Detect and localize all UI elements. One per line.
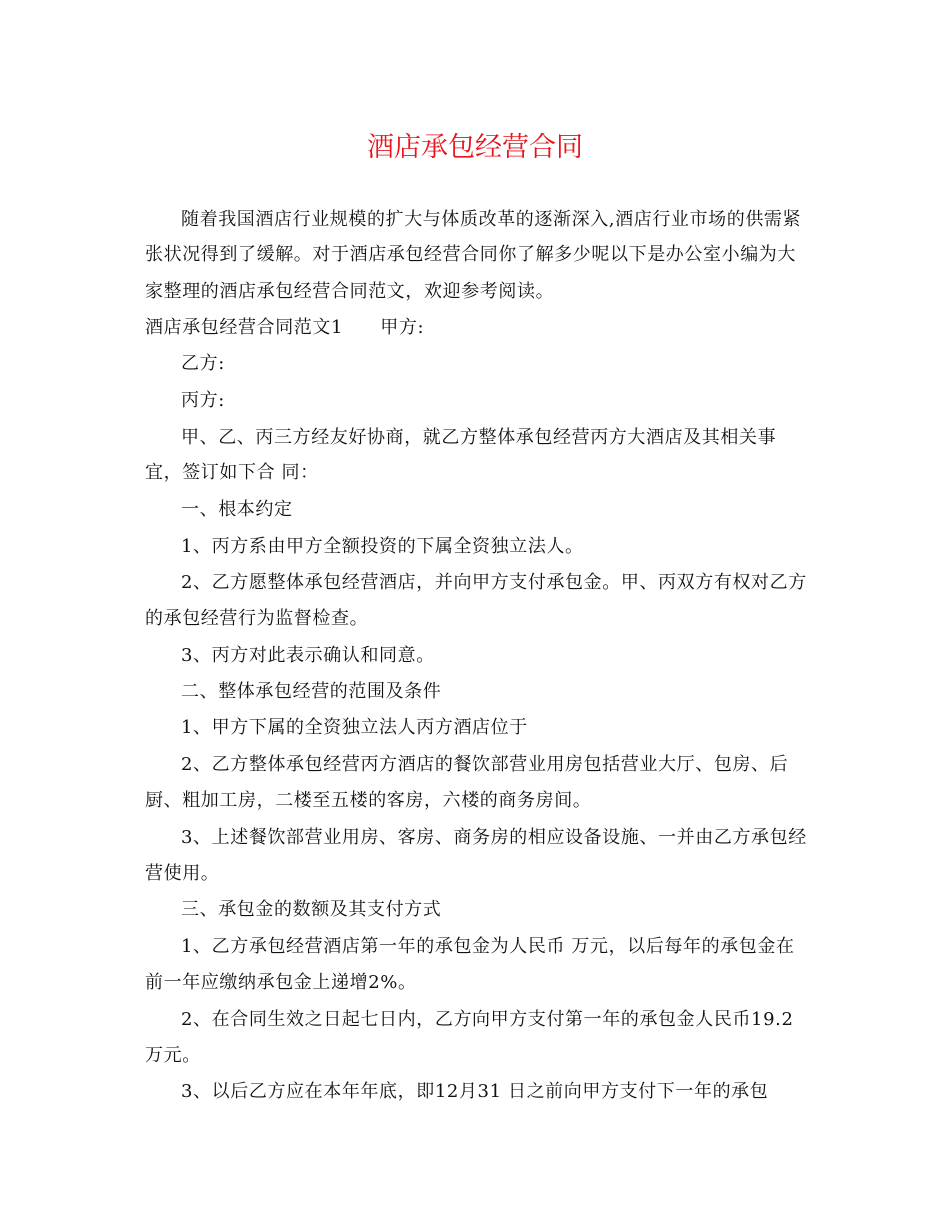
paragraph-line: 2、乙方愿整体承包经营酒店，并向甲方支付承包金。甲、丙双方有权对乙方 [181,572,807,593]
paragraph-line: 万元。 [145,1045,201,1066]
paragraph-line: 3、以后乙方应在本年年底，即12月31 日之前向甲方支付下一年的承包 [181,1081,769,1102]
paragraph-line: 张状况得到了缓解。对于酒店承包经营合同你了解多少呢以下是办公室小编为大 [145,244,796,265]
section-heading: 三、承包金的数额及其支付方式 [181,899,442,920]
paragraph-line: 宜，签订如下合 同： [145,462,319,483]
paragraph-line: 3、上述餐饮部营业用房、客房、商务房的相应设备设施、一并由乙方承包经 [181,827,807,848]
paragraph-line: 2、乙方整体承包经营丙方酒店的餐饮部营业用房包括营业大厅、包房、后 [181,754,789,775]
paragraph-line: 厨、粗加工房，二楼至五楼的客房，六楼的商务房间。 [145,790,592,811]
paragraph-line: 随着我国酒店行业规模的扩大与体质改革的逐渐深入,酒店行业市场的供需紧 [181,209,802,230]
paragraph-line: 1、丙方系由甲方全额投资的下属全资独立法人。 [181,536,584,557]
paragraph-line: 2、在合同生效之日起七日内，乙方向甲方支付第一年的承包金人民币19.2 [181,1009,794,1030]
paragraph-line: 营使用。 [145,863,220,884]
paragraph-line: 甲、乙、丙三方经友好协商，就乙方整体承包经营丙方大酒店及其相关事 [181,427,777,448]
paragraph-line: 1、乙方承包经营酒店第一年的承包金为人民币 万元，以后每年的承包金在 [181,936,795,957]
paragraph-line: 1、甲方下属的全资独立法人丙方酒店位于 [181,717,528,738]
paragraph-line: 3、丙方对此表示确认和同意。 [181,645,435,666]
paragraph-line: 乙方: [181,353,225,374]
paragraph-line: 家整理的酒店承包经营合同范文，欢迎参考阅读。 [145,281,555,302]
section-heading: 二、整体承包经营的范围及条件 [181,681,442,702]
paragraph-line: 的承包经营行为监督检查。 [145,608,369,629]
section-heading: 一、根本约定 [181,499,293,520]
document-title: 酒店承包经营合同 [367,132,583,163]
paragraph-line: 前一年应缴纳承包金上递增2%。 [145,972,417,993]
paragraph-line: 酒店承包经营合同范文1 甲方: [145,317,425,338]
paragraph-line: 丙方: [181,390,225,411]
